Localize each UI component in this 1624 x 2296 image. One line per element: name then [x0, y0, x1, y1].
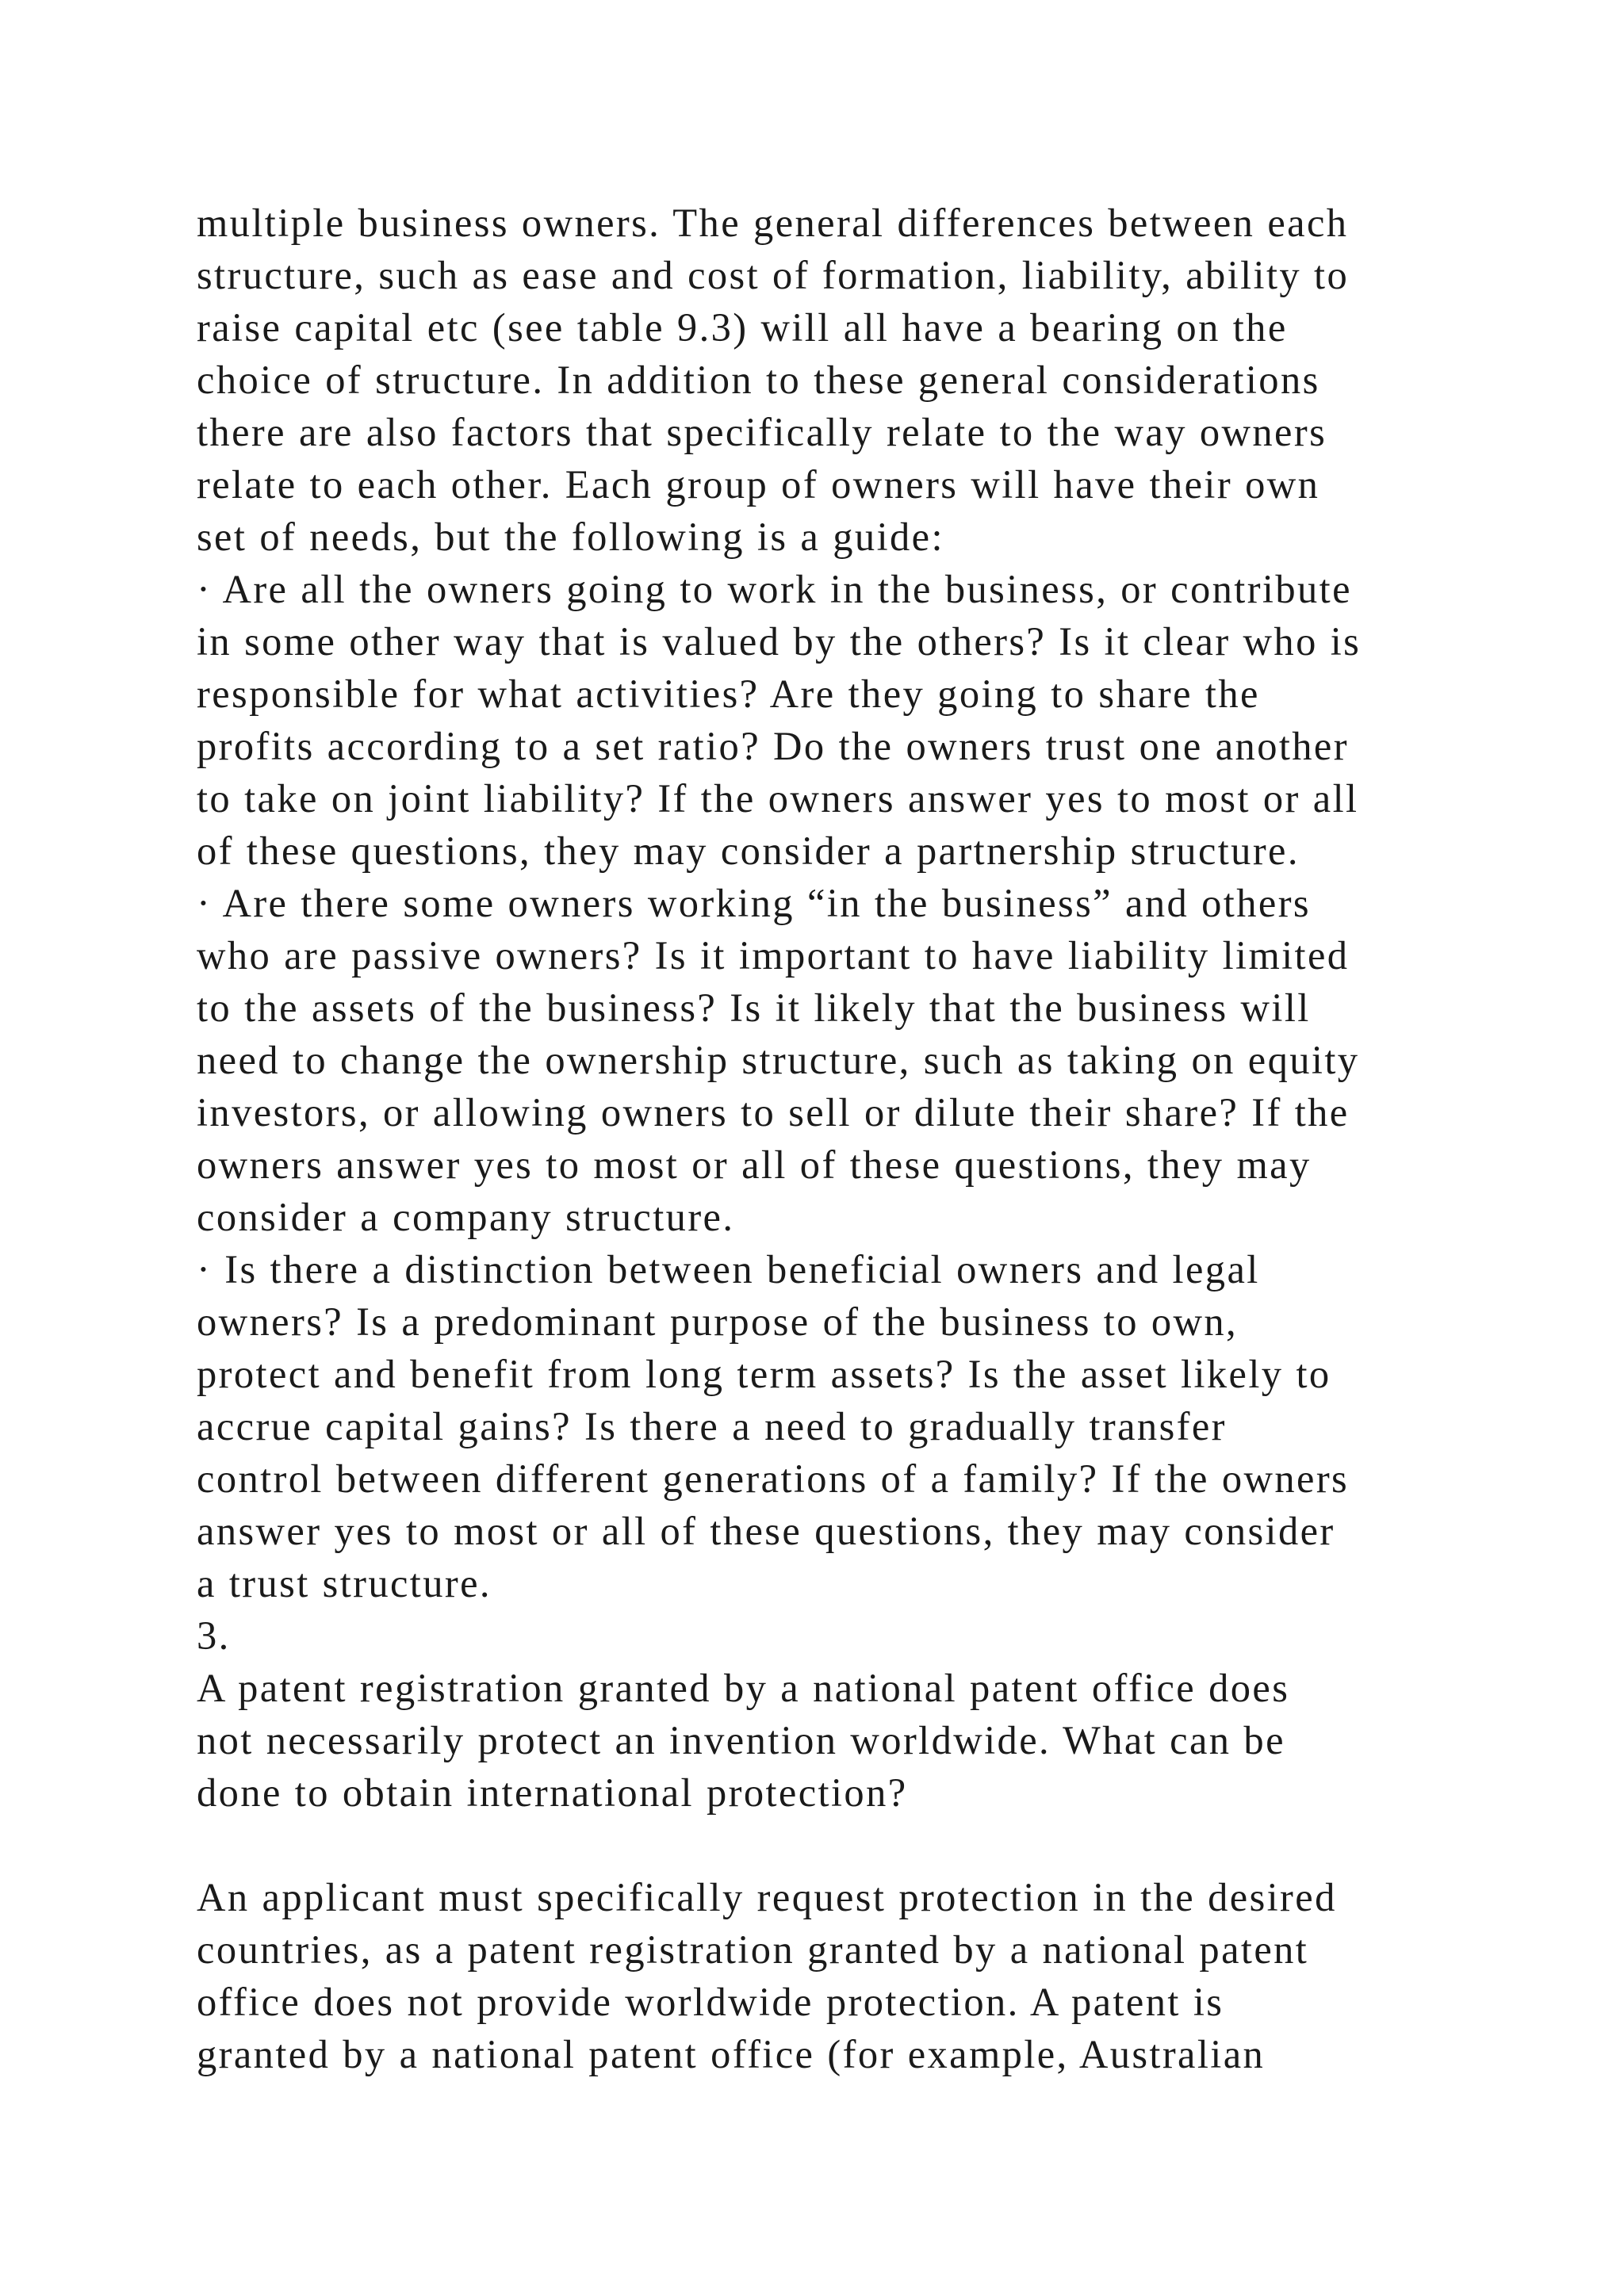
bullet-line: · Is there a distinction between beneficial owners and legal: [197, 1247, 1260, 1292]
question-line: not necessarily protect an invention worldwide. What can be: [197, 1718, 1285, 1762]
question-line: A patent registration granted by a national patent office does: [197, 1666, 1290, 1710]
text-line: accrue capital gains? Is there a need to gradually transfer: [197, 1404, 1227, 1448]
document-text: [197, 197, 1465, 2080]
text-line: responsible for what activities? Are they going to share the: [197, 672, 1260, 716]
text-line: to the assets of the business? Is it likely that the business will: [197, 985, 1311, 1030]
text-line: owners? Is a predominant purpose of the business to own,: [197, 1299, 1239, 1344]
answer-line: countries, as a patent registration granted by a national patent: [197, 1927, 1309, 1972]
text-line: in some other way that is valued by the others? Is it clear who is: [197, 619, 1362, 664]
text-line: consider a company structure.: [197, 1195, 735, 1239]
text-line: answer yes to most or all of these questions, they may consider: [197, 1509, 1335, 1553]
text-line: of these questions, they may consider a partnership structure.: [197, 828, 1300, 873]
text-line: multiple business owners. The general differences between each: [197, 201, 1349, 245]
bullet-line: · Are all the owners going to work in the business, or contribute: [197, 567, 1352, 611]
question-number: 3.: [197, 1613, 231, 1658]
text-line: there are also factors that specifically relate to the way owners: [197, 410, 1327, 454]
bullet-line: · Are there some owners working “in the business” and others: [197, 881, 1311, 925]
answer-line: granted by a national patent office (for example, Australian: [197, 2032, 1266, 2076]
text-line: investors, or allowing owners to sell or dilute their share? If the: [197, 1090, 1350, 1135]
text-line: protect and benefit from long term assets? Is the asset likely to: [197, 1352, 1331, 1396]
text-line: owners answer yes to most or all of these questions, they may: [197, 1142, 1312, 1187]
text-line: need to change the ownership structure, such as taking on equity: [197, 1038, 1360, 1082]
text-line: to take on joint liability? If the owners answer yes to most or all: [197, 776, 1359, 821]
text-line: relate to each other. Each group of owners will have their own: [197, 462, 1320, 507]
answer-line: An applicant must specifically request protection in the desired: [197, 1875, 1337, 1919]
text-line: control between different generations of a family? If the owners: [197, 1456, 1350, 1501]
text-line: who are passive owners? Is it important to have liability limited: [197, 933, 1350, 978]
text-line: choice of structure. In addition to these general considerations: [197, 358, 1320, 402]
text-line: profits according to a set ratio? Do the owners trust one another: [197, 724, 1349, 768]
answer-line: office does not provide worldwide protection. A patent is: [197, 1980, 1224, 2024]
text-line: a trust structure.: [197, 1561, 492, 1605]
text-line: set of needs, but the following is a guide:: [197, 515, 944, 559]
text-line: structure, such as ease and cost of formation, liability, ability to: [197, 253, 1350, 297]
blank-line: [197, 1819, 1465, 1871]
text-line: raise capital etc (see table 9.3) will all have a bearing on the: [197, 305, 1288, 350]
question-line: done to obtain international protection?: [197, 1770, 908, 1815]
